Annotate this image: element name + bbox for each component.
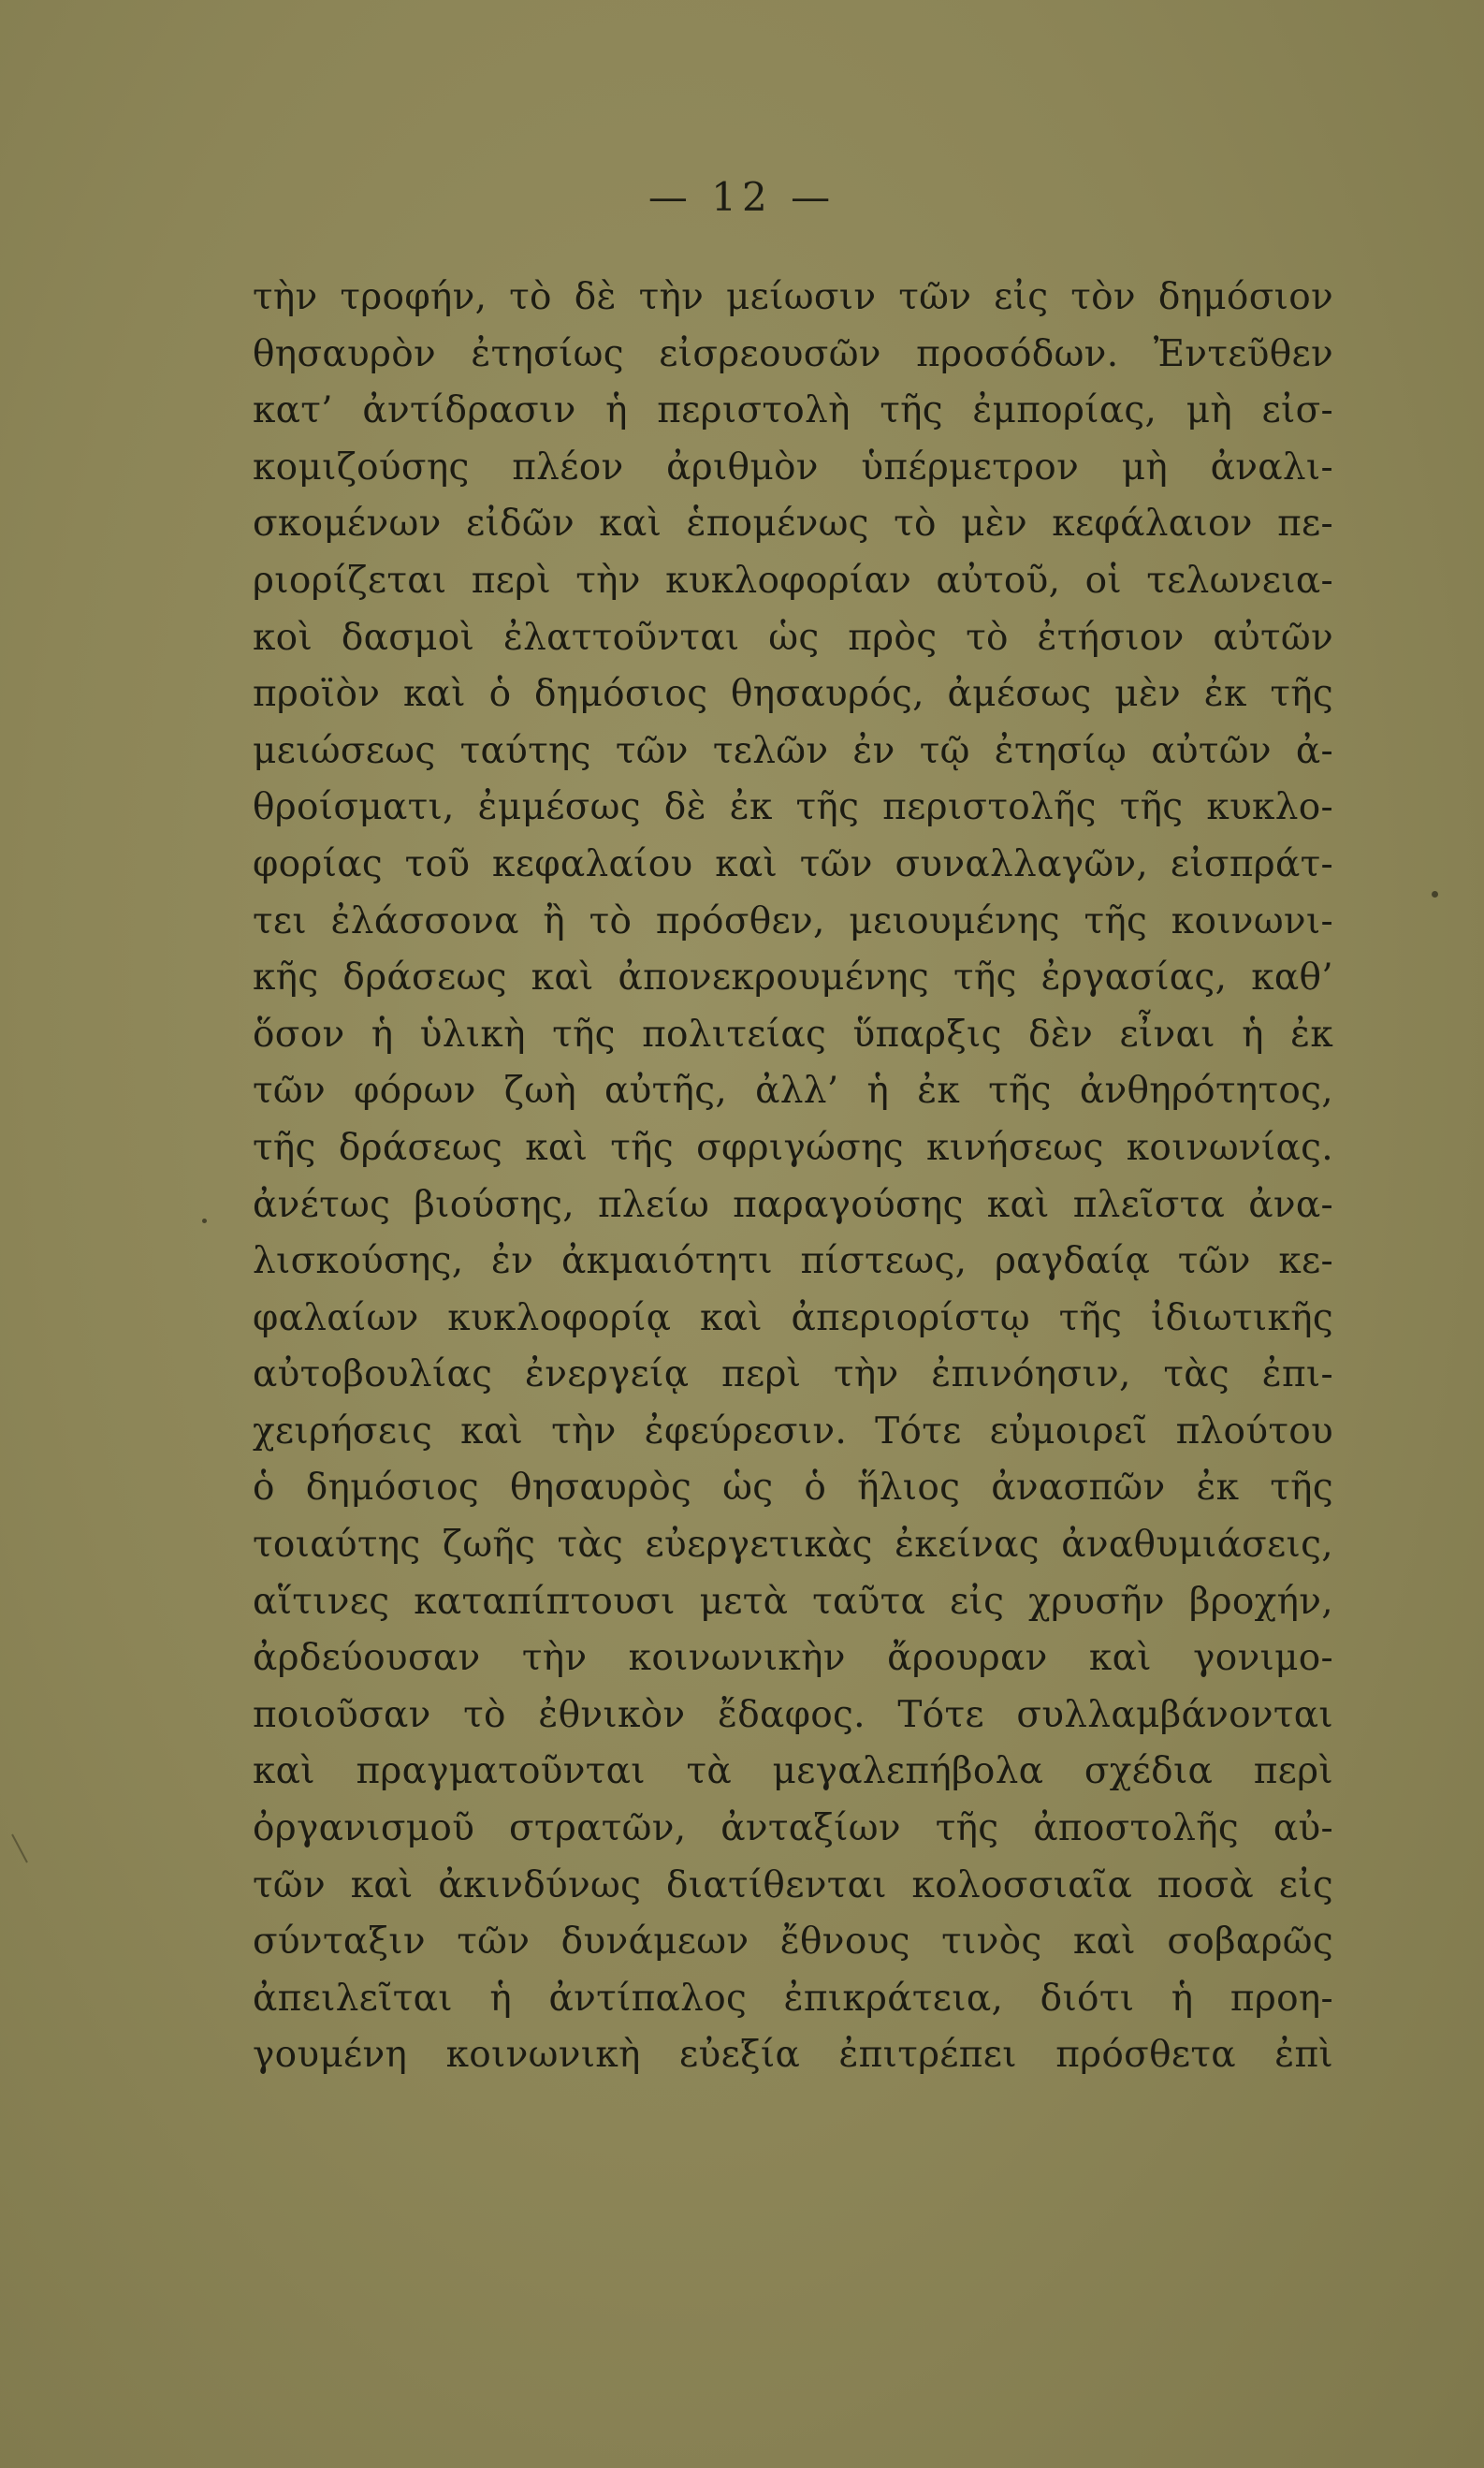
text-line: γουμένη κοινωνικὴ εὐεξία ἐπιτρέπει πρόσθετα ἐπὶ	[253, 2034, 1333, 2077]
text-line: αὐτοβουλίας ἐνεργείᾳ περὶ τὴν ἐπινόησιν, τὰς ἐπι-	[253, 1353, 1333, 1396]
text-line: φορίας τοῦ κεφαλαίου καὶ τῶν συναλλαγῶν, εἰσπράτ-	[253, 842, 1333, 885]
text-line: τῶν καὶ ἀκινδύνως διατίθενται κολοσσιαῖα ποσὰ εἰς	[253, 1863, 1333, 1906]
text-line: ὀργανισμοῦ στρατῶν, ἀνταξίων τῆς ἀποστολῆς αὐ-	[253, 1807, 1333, 1850]
text-line: τὴν τροφήν, τὸ δὲ τὴν μείωσιν τῶν εἰς τὸν δημόσιον	[253, 276, 1333, 318]
text-line: ποιοῦσαν τὸ ἐθνικὸν ἔδαφος. Τότε συλλαμβάνονται	[253, 1693, 1333, 1736]
text-line: ἀνέτως βιούσης, πλείω παραγούσης καὶ πλεῖστα ἀνα-	[253, 1183, 1333, 1226]
text-line: θησαυρὸν ἐτησίως εἰσρεουσῶν προσόδων. Ἐντεῦθεν	[253, 332, 1333, 375]
text-line: ἀπειλεῖται ἡ ἀντίπαλος ἐπικράτεια, διότι ἡ προη-	[253, 1977, 1333, 2020]
text-line: αἵτινες καταπίπτουσι μετὰ ταῦτα εἰς χρυσῆν βροχήν,	[253, 1580, 1333, 1623]
page-number: — 12 —	[647, 174, 837, 220]
text-line: σύνταξιν τῶν δυνάμεων ἔθνους τινὸς καὶ σοβαρῶς	[253, 1920, 1333, 1964]
text-line: ἀρδεύουσαν τὴν κοινωνικὴν ἄρουραν καὶ γονιμο-	[253, 1637, 1333, 1680]
text-line: τει ἐλάσσονα ἢ τὸ πρόσθεν, μειουμένης τῆς κοινωνι-	[253, 899, 1333, 942]
body-text	[253, 270, 1333, 2084]
text-line: φαλαίων κυκλοφορίᾳ καὶ ἀπεριορίστῳ τῆς ἰδιωτικῆς	[253, 1296, 1333, 1339]
text-line: προϊὸν καὶ ὁ δημόσιος θησαυρός, ἀμέσως μὲν ἐκ τῆς	[253, 673, 1333, 716]
text-line: κομιζούσης πλέον ἀριθμὸν ὑπέρμετρον μὴ ἀναλι-	[253, 445, 1333, 489]
text-line: κῆς δράσεως καὶ ἀπονεκρουμένης τῆς ἐργασίας, καθ’	[253, 957, 1333, 1000]
text-line: ὁ δημόσιος θησαυρὸς ὡς ὁ ἥλιος ἀνασπῶν ἐκ τῆς	[253, 1467, 1333, 1510]
paper-speck	[1432, 891, 1438, 898]
paper-speck	[202, 1219, 207, 1223]
text-line: τῶν φόρων ζωὴ αὐτῆς, ἀλλ’ ἡ ἐκ τῆς ἀνθηρότητος,	[253, 1070, 1333, 1113]
text-line: ριορίζεται περὶ τὴν κυκλοφορίαν αὐτοῦ, οἱ τελωνεια-	[253, 559, 1333, 602]
text-line: κοὶ δασμοὶ ἐλαττοῦνται ὡς πρὸς τὸ ἐτήσιον αὐτῶν	[253, 616, 1333, 659]
text-line: κατ’ ἀντίδρασιν ἡ περιστολὴ τῆς ἐμπορίας, μὴ εἰσ-	[253, 389, 1333, 432]
text-line: ὅσον ἡ ὑλικὴ τῆς πολιτείας ὕπαρξις δὲν εἶναι ἡ ἐκ	[253, 1013, 1333, 1056]
text-line: τοιαύτης ζωῆς τὰς εὐεργετικὰς ἐκείνας ἀναθυμιάσεις,	[253, 1524, 1333, 1567]
text-line: λισκούσης, ἐν ἀκμαιότητι πίστεως, ραγδαίᾳ τῶν κε-	[253, 1240, 1333, 1283]
text-line: θροίσματι, ἐμμέσως δὲ ἐκ τῆς περιστολῆς τῆς κυκλο-	[253, 786, 1333, 829]
text-line: σκομένων εἰδῶν καὶ ἑπομένως τὸ μὲν κεφάλαιον πε-	[253, 503, 1333, 546]
paper-scratch	[11, 1834, 28, 1863]
text-line: τῆς δράσεως καὶ τῆς σφριγώσης κινήσεως κοινωνίας.	[253, 1126, 1333, 1169]
text-line: χειρήσεις καὶ τὴν ἐφεύρεσιν. Τότε εὐμοιρεῖ πλούτου	[253, 1409, 1333, 1453]
text-line: μειώσεως ταύτης τῶν τελῶν ἐν τῷ ἐτησίῳ αὐτῶν ἀ-	[253, 729, 1333, 772]
text-line: καὶ πραγματοῦνται τὰ μεγαλεπήβολα σχέδια περὶ	[253, 1750, 1333, 1793]
